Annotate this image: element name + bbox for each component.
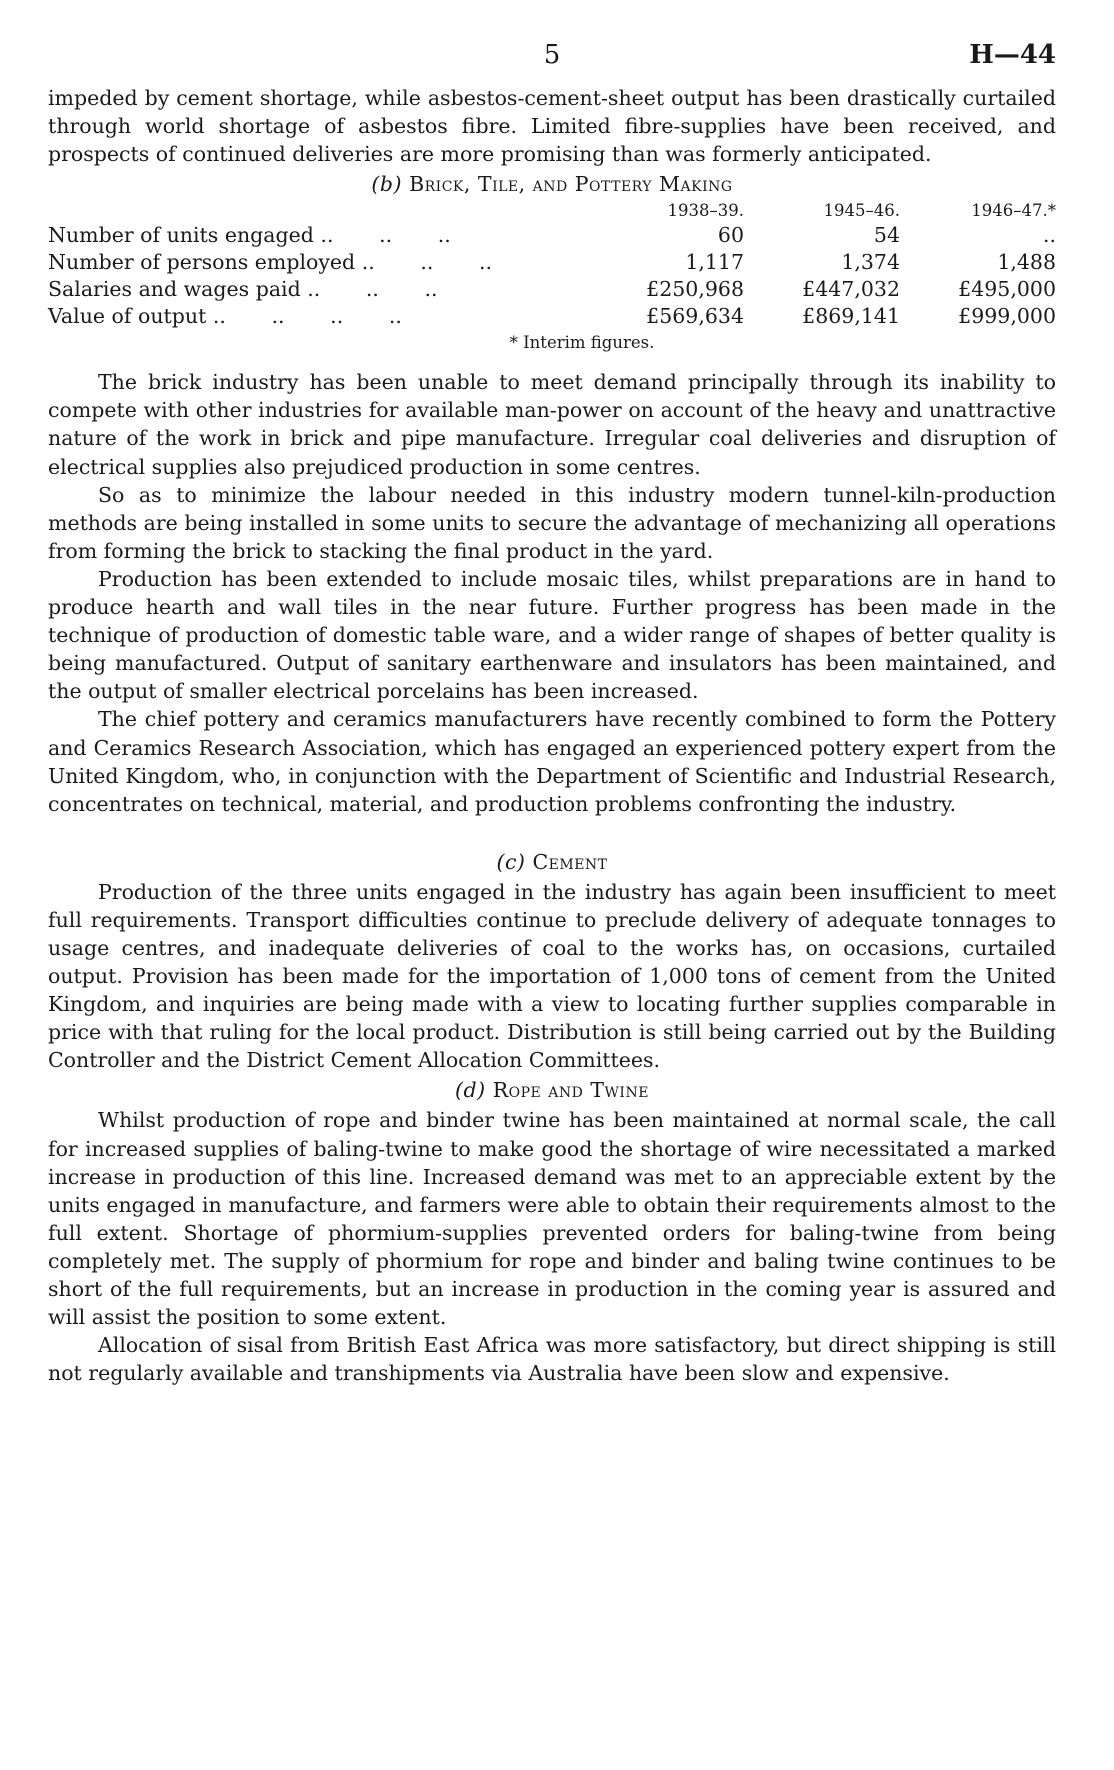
table-row bbox=[48, 276, 1056, 303]
section-c-label: (c) bbox=[496, 849, 526, 874]
row-leader: .. .. .. .. bbox=[212, 304, 402, 329]
column-header: 1938–39. bbox=[667, 201, 744, 221]
page-header bbox=[48, 40, 1056, 84]
intro-paragraph: impeded by cement shortage, while asbestos-cement-sheet output has been drastically curtailed through world shortage of asbestos fibre. Limited fibre-supplies have been received, and prospects of continued deliveries are more promising than was formerly anticipated. bbox=[48, 86, 1056, 167]
table-cell: .. bbox=[1042, 223, 1056, 248]
brick-paragraph: So as to minimize the labour needed in this industry modern tunnel-kiln-production methods are being installed in some units to secure the advantage of mechanizing all operations from forming the brick to stacking the final product in the yard. bbox=[48, 482, 1056, 563]
table-cell: £999,000 bbox=[958, 304, 1056, 329]
table-cell: 1,117 bbox=[685, 250, 744, 275]
section-d-heading bbox=[48, 1076, 1056, 1104]
table-cell: £569,634 bbox=[646, 304, 744, 329]
row-label-cell bbox=[48, 276, 588, 303]
table-cell: £250,968 bbox=[646, 277, 744, 302]
table-header-row bbox=[48, 200, 1056, 222]
row-label: Number of units engaged bbox=[48, 223, 314, 248]
section-b-title: Brick, Tile, and Pottery Making bbox=[409, 172, 733, 197]
page-number: 5 bbox=[543, 40, 561, 70]
table-footnote: * Interim figures. bbox=[509, 333, 655, 353]
cement-paragraph: Production of the three units engaged in the industry has again been insufficient to meet full requirements. Transport difficulties continue to preclude delivery of adequate tonnages to usage centres, and inadequate deliveries of coal to the works has, on occasions, curtailed output. Provision has been made for the importation of 1,000 tons of cement from the United Kingdom, and inquiries are being made with a view to locating further supplies comparable in price with that ruling for the local product. Distribution is still being carried out by the Building Controller and the District Cement Allocation Committees. bbox=[48, 879, 1056, 1073]
row-label-cell bbox=[48, 249, 588, 276]
brick-paragraph: The brick industry has been unable to meet demand principally through its inability to compete with other industries for available man-power on account of the heavy and unattractive nature of the work in brick and pipe manufacture. Irregular coal deliveries and disruption of electrical supplies also prejudiced production in some centres. bbox=[48, 370, 1056, 479]
row-leader: .. .. .. bbox=[320, 223, 451, 248]
table-cell: 1,488 bbox=[997, 250, 1056, 275]
section-d-label: (d) bbox=[455, 1078, 486, 1103]
brick-statistics-table bbox=[48, 200, 1056, 330]
rope-paragraph: Allocation of sisal from British East Africa was more satisfactory, but direct shipping is still not regularly available and transhipments via Australia have been slow and expensive. bbox=[48, 1333, 1056, 1386]
row-label: Salaries and wages paid bbox=[48, 277, 301, 302]
column-header: 1945–46. bbox=[823, 201, 900, 221]
rope-paragraph: Whilst production of rope and binder twine has been maintained at normal scale, the call for increased supplies of baling-twine to make good the shortage of wire necessitated a marked increase in production of this line. Increased demand was met to an appreciable extent by the units engaged in manufacture, and farmers were able to obtain their requirements almost to the full extent. Shortage of phormium-supplies prevented orders for baling-twine from being completely met. The supply of phormium for rope and binder and baling twine continues to be short of the full requirements, but an increase in production in the coming year is assured and will assist the position to some extent. bbox=[48, 1108, 1056, 1330]
row-leader: .. .. .. bbox=[361, 250, 493, 275]
brick-paragraph: The chief pottery and ceramics manufacturers have recently combined to form the Pottery and Ceramics Research Association, which has engaged an experienced pottery expert from the United Kingdom, who, in conjunction with the Department of Scientific and Industrial Research, concentrates on technical, material, and production problems confronting the industry. bbox=[48, 707, 1056, 816]
table-cell: £447,032 bbox=[802, 277, 900, 302]
column-header: 1946–47.* bbox=[971, 201, 1056, 221]
row-label-cell bbox=[48, 303, 588, 330]
row-label-cell bbox=[48, 222, 588, 249]
table-cell: £495,000 bbox=[958, 277, 1056, 302]
table-row bbox=[48, 222, 1056, 249]
table-cell: 54 bbox=[873, 223, 900, 248]
table-row bbox=[48, 303, 1056, 330]
row-label: Value of output bbox=[48, 304, 207, 329]
row-leader: .. .. .. bbox=[307, 277, 438, 302]
section-d-title: Rope and Twine bbox=[492, 1078, 649, 1103]
row-label: Number of persons employed bbox=[48, 250, 356, 275]
brick-paragraph: Production has been extended to include mosaic tiles, whilst preparations are in hand to produce hearth and wall tiles in the near future. Further progress has been made in the technique of production of domestic table ware, and a wider range of shapes of better quality is being manufactured. Output of sanitary earthenware and insulators has been maintained, and the output of smaller electrical porcelains has been increased. bbox=[48, 566, 1056, 704]
document-page bbox=[48, 40, 1056, 1387]
section-b-label: (b) bbox=[371, 172, 403, 197]
table-row bbox=[48, 249, 1056, 276]
section-c-heading bbox=[48, 848, 1056, 876]
section-c-title: Cement bbox=[532, 849, 608, 874]
table-cell: £869,141 bbox=[802, 304, 900, 329]
document-reference: H—44 bbox=[969, 40, 1056, 70]
section-b-heading bbox=[48, 170, 1056, 198]
table-cell: 1,374 bbox=[841, 250, 900, 275]
table-cell: 60 bbox=[717, 223, 744, 248]
